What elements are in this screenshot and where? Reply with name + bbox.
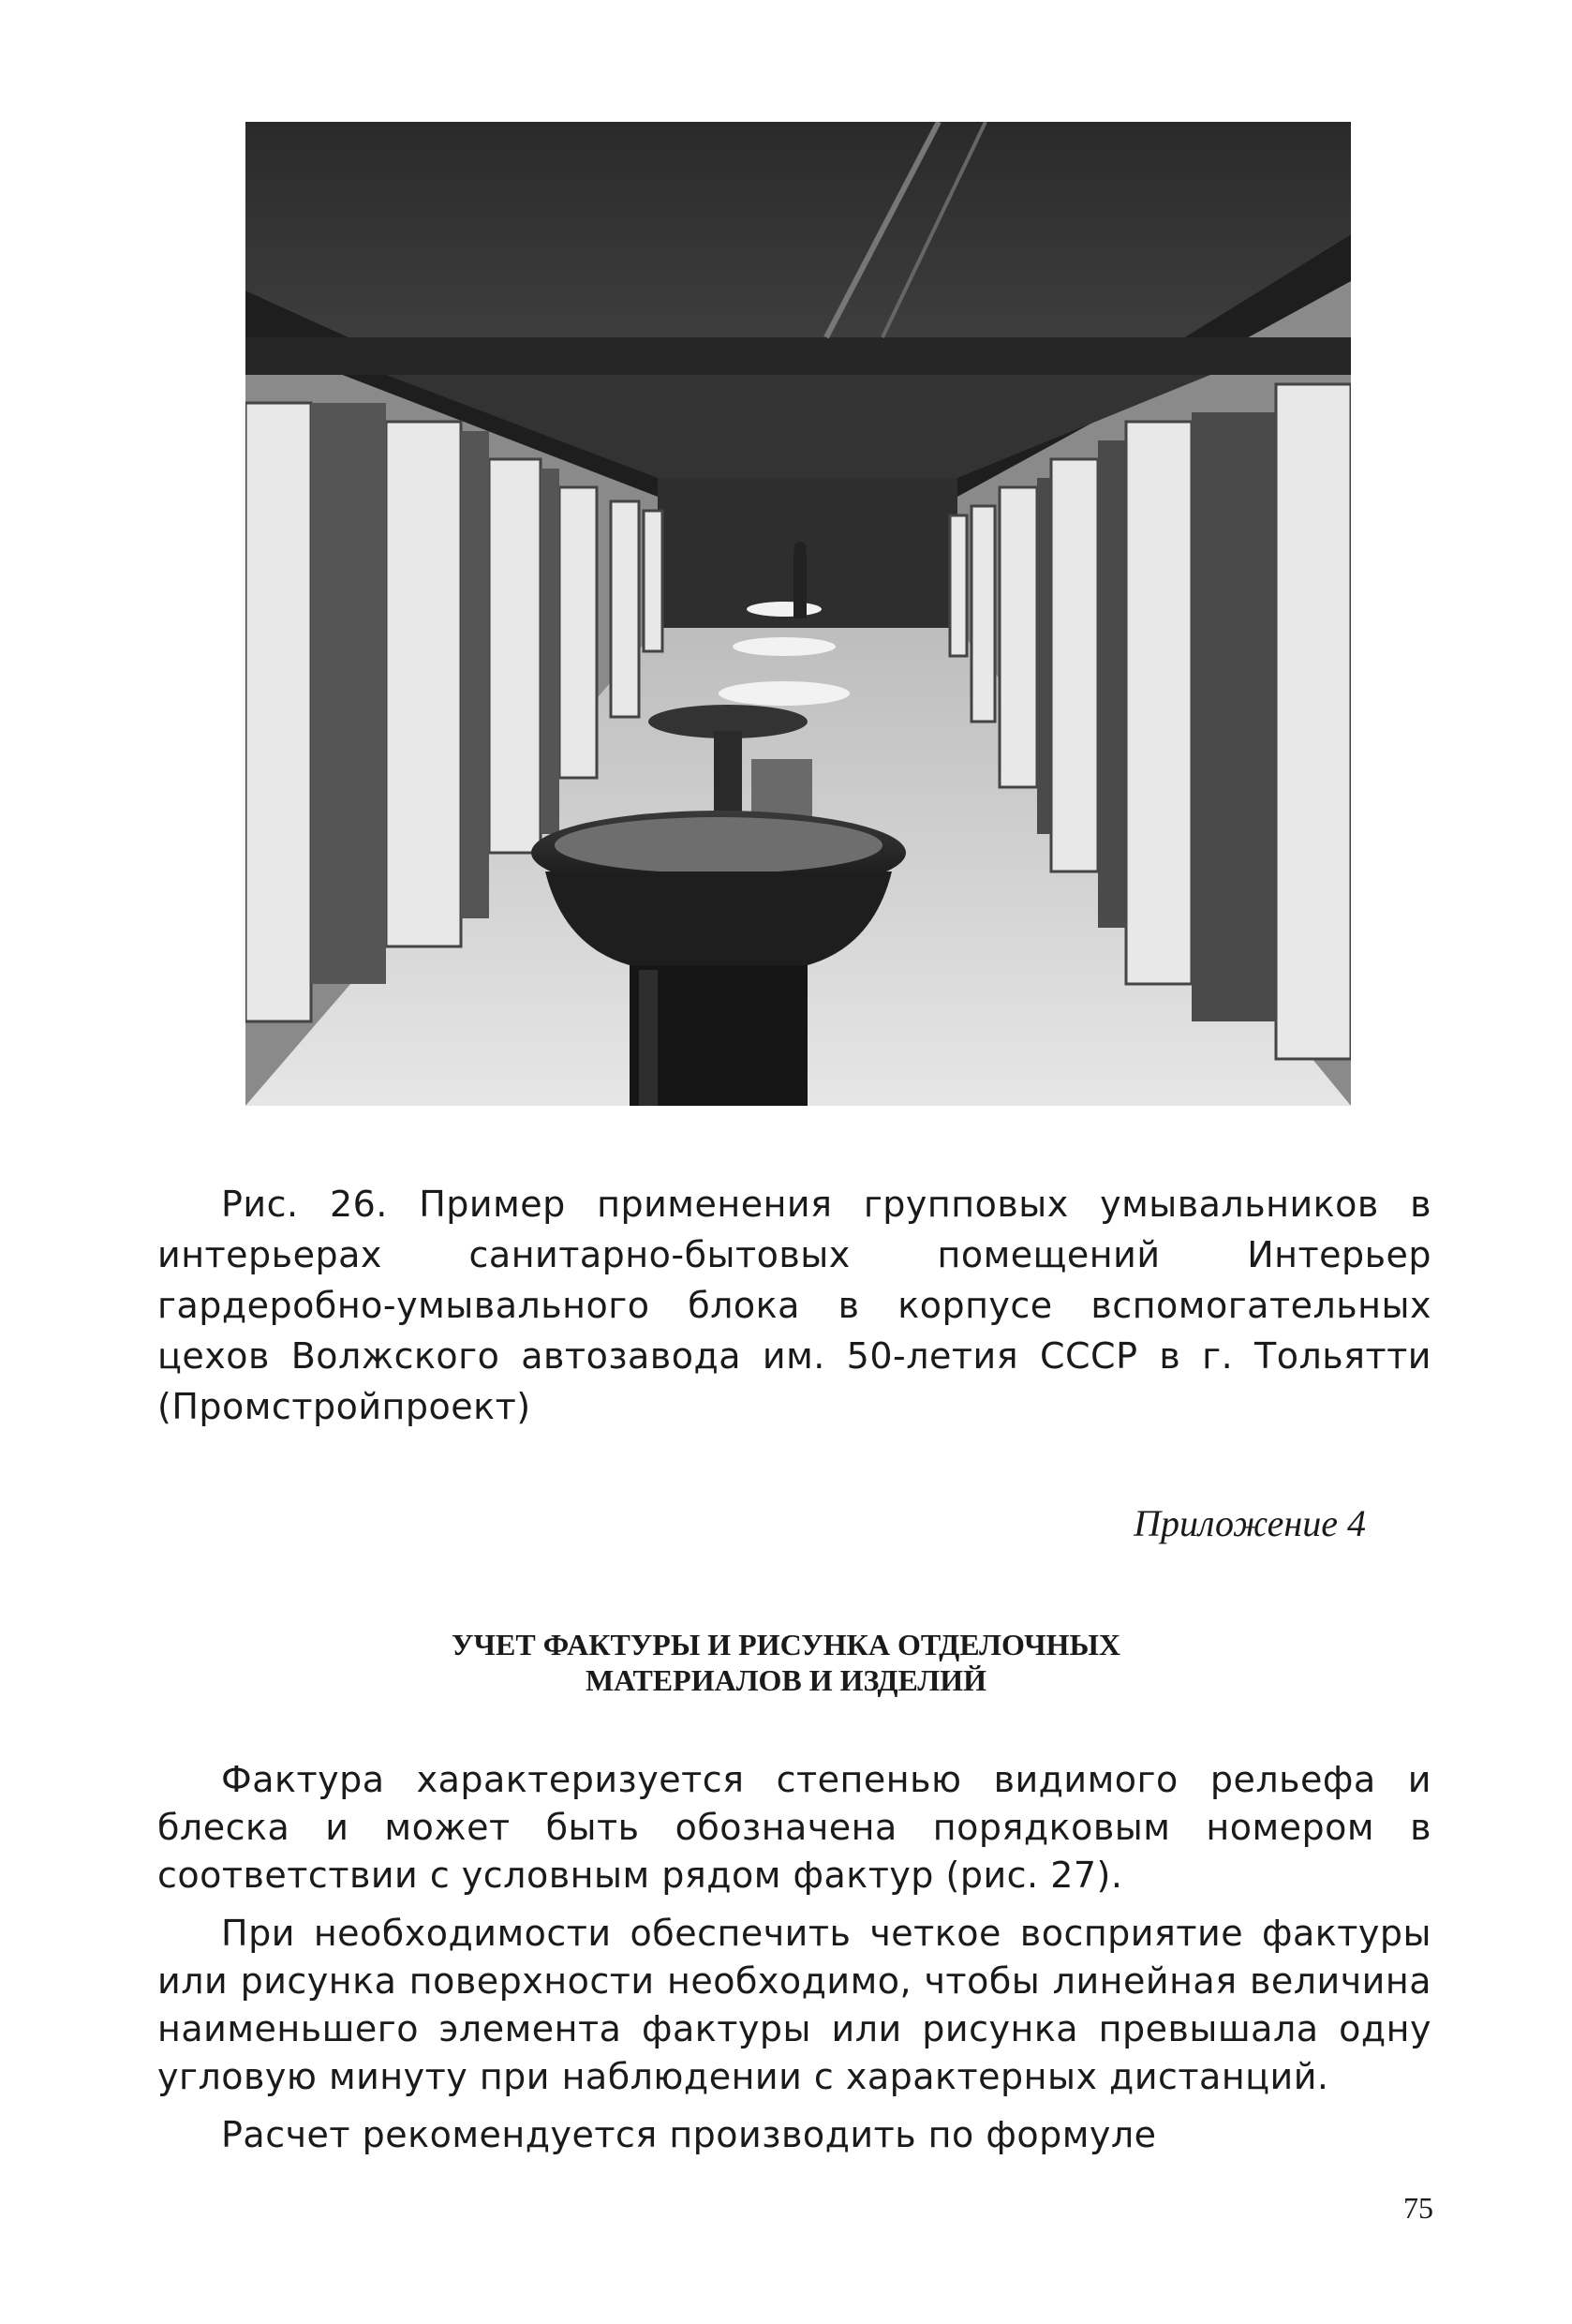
section-heading-line-2: МАТЕРИАЛОВ И ИЗДЕЛИЙ: [585, 1663, 987, 1697]
figure-caption: [157, 1179, 1431, 1432]
page-number: 75: [1403, 2191, 1433, 2225]
photo-washroom-interior: [245, 122, 1351, 1106]
body-paragraph: Фактура характеризуется степенью видимого рельефа и блеска и может быть обозначена порядковым номером в соответствии с условным рядом фактур (рис. 27).: [157, 1759, 1431, 1896]
section-heading: [281, 1627, 1291, 1698]
appendix-label: Приложение 4: [1134, 1502, 1366, 1544]
body-text: [157, 1756, 1431, 2169]
body-paragraph: При необходимости обеспечить четкое восприятие фактуры или рисунка поверхности необходимо, чтобы линейная величина наименьшего элемента фактуры или рисунка превышала одну угловую минуту при наблюдении с характерных дистанций.: [157, 1913, 1431, 2097]
section-heading-line-1: УЧЕТ ФАКТУРЫ И РИСУНКА ОТДЕЛОЧНЫХ: [452, 1628, 1120, 1661]
photo-illustration: [245, 122, 1351, 1106]
figure-caption-text: Рис. 26. Пример применения групповых умывальников в интерьерах санитарно-бытовых помещений Интерьер гардеробно-умывального блока в корпусе вспомогательных цехов Волжского автозавода им. 50-летия СССР в г. Тольятти (Промстройпроект): [157, 1184, 1431, 1427]
body-paragraph: Расчет рекомендуется производить по формуле: [221, 2114, 1157, 2155]
